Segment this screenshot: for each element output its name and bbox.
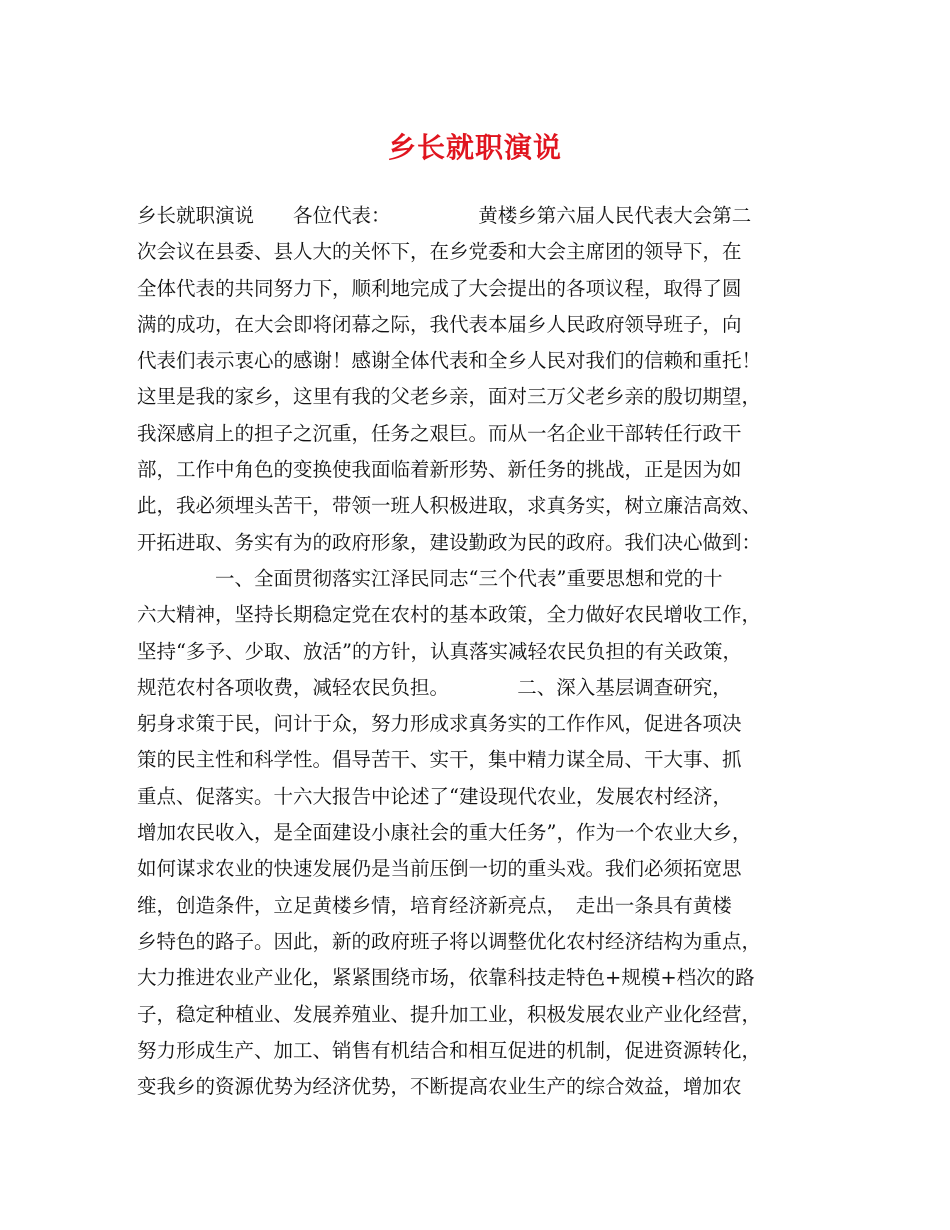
- body-line: 大力推进农业产业化，紧紧围绕市场，依靠科技走特色+规模+档次的路: [137, 966, 755, 990]
- body-line: 躬身求策于民，问计于众，努力形成求真务实的工作作风，促进各项决: [137, 712, 742, 736]
- body-line: 重点、促落实。十六大报告中论述了“建设现代农业，发展农村经济，: [137, 784, 732, 808]
- document-title: 乡长就职演说: [387, 131, 562, 164]
- body-line: 坚持“多予、少取、放活”的方针，认真落实减轻农民负担的有关政策，: [137, 639, 742, 663]
- body-line: 六大精神，坚持长期稳定党在农村的基本政策，全力做好农民增收工作，: [137, 603, 762, 627]
- body-line: 策的民主性和科学性。倡导苦干、实干，集中精力谋全局、干大事、抓: [137, 748, 742, 772]
- body-line: 乡长就职演说 各位代表： 黄楼乡第六届人民代表大会第二: [137, 204, 752, 227]
- body-line: 如何谋求农业的快速发展仍是当前压倒一切的重头戏。我们必须拓宽思: [137, 857, 742, 881]
- body-line: 次会议在县委、县人大的关怀下，在乡党委和大会主席团的领导下，在: [137, 240, 742, 264]
- body-line: 满的成功，在大会即将闭幕之际，我代表本届乡人民政府领导班子，向: [137, 312, 742, 336]
- body-line: 子，稳定种植业、发展养殖业、提升加工业，积极发展农业产业化经营，: [137, 1002, 762, 1026]
- body-line: 这里是我的家乡，这里有我的父老乡亲，面对三万父老乡亲的殷切期望，: [137, 385, 762, 409]
- body-line: 此，我必须埋头苦干，带领一班人积极进取，求真务实，树立廉洁高效、: [137, 494, 762, 518]
- body-line: 增加农民收入，是全面建设小康社会的重大任务”，作为一个农业大乡，: [137, 821, 752, 845]
- body-line: 维，创造条件，立足黄楼乡情，培育经济新亮点， 走出一条具有黄楼: [137, 893, 732, 917]
- document-body: [137, 198, 827, 1105]
- body-line: 全体代表的共同努力下，顺利地完成了大会提出的各项议程，取得了圆: [137, 276, 742, 300]
- body-line: 乡特色的路子。因此，新的政府班子将以调整优化农村经济结构为重点，: [137, 929, 762, 953]
- body-line: 部，工作中角色的变换使我面临着新形势、新任务的挑战，正是因为如: [137, 458, 742, 482]
- body-line: 规范农村各项收费，减轻农民负担。 二、深入基层调查研究，: [137, 675, 732, 699]
- body-line: 开拓进取、务实有为的政府形象，建设勤政为民的政府。我们决心做到：: [137, 530, 762, 554]
- body-line: 努力形成生产、加工、销售有机结合和相互促进的机制，促进资源转化，: [137, 1038, 762, 1062]
- body-line: 变我乡的资源优势为经济优势，不断提高农业生产的综合效益，增加农: [137, 1075, 742, 1099]
- body-line: 我深感肩上的担子之沉重，任务之艰巨。而从一名企业干部转任行政干: [137, 421, 742, 445]
- body-line: 一、全面贯彻落实江泽民同志“三个代表”重要思想和党的十: [137, 566, 723, 590]
- body-line: 代表们表示衷心的感谢！感谢全体代表和全乡人民对我们的信赖和重托！: [137, 349, 762, 373]
